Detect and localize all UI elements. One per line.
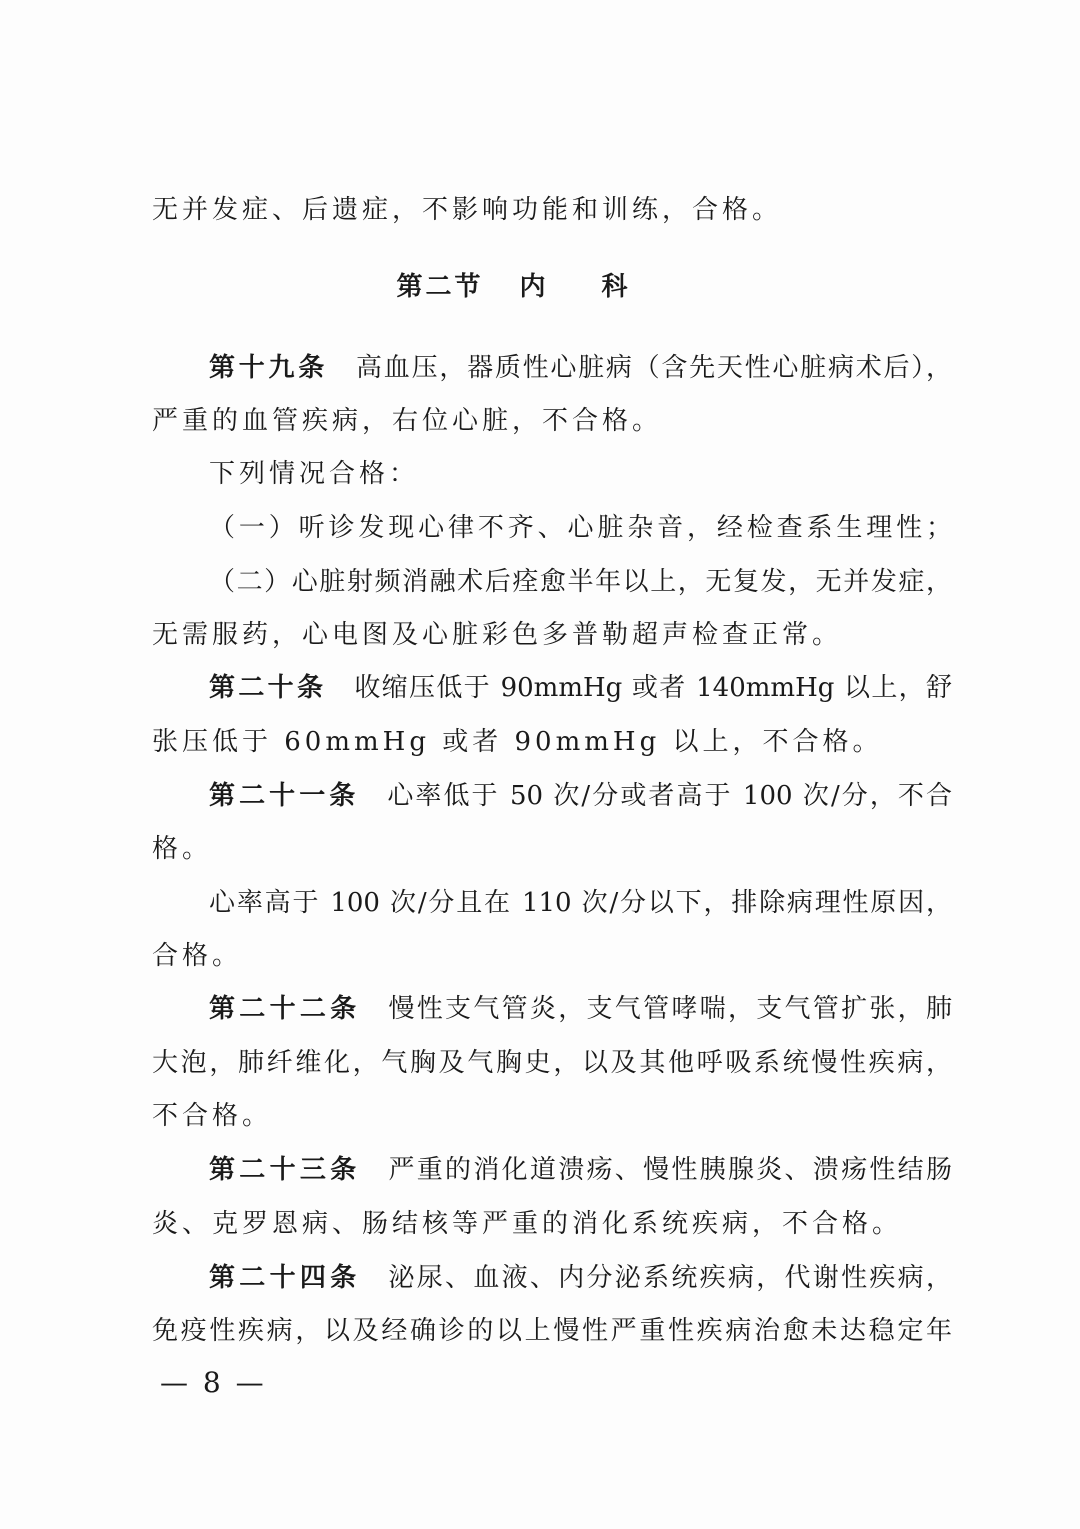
exception-item-1: （一）听诊发现心律不齐、心脏杂音，经检查系生理性； bbox=[209, 513, 952, 543]
article-heading: 第二十三条 bbox=[209, 1155, 361, 1185]
article-text: 慢性支气管炎，支气管哮喘，支气管扩张，肺 bbox=[388, 994, 952, 1024]
page-number: — 8 — bbox=[160, 1366, 267, 1399]
article-21-line-2: 格。 bbox=[152, 834, 213, 864]
article-23-line-2: 炎、克罗恩病、肠结核等严重的消化系统疾病，不合格。 bbox=[152, 1209, 903, 1239]
section-title bbox=[0, 270, 1080, 304]
exceptions-intro: 下列情况合格： bbox=[209, 459, 420, 489]
article-heading: 第十九条 bbox=[209, 353, 329, 383]
article-21-line-1 bbox=[209, 779, 952, 813]
section-label: 第二节 bbox=[396, 272, 484, 302]
article-21-note-line-2: 合格。 bbox=[152, 941, 243, 971]
article-23-line-1 bbox=[209, 1153, 952, 1187]
article-text: 严重的消化道溃疡、慢性胰腺炎、溃疡性结肠 bbox=[388, 1155, 952, 1185]
article-heading: 第二十条 bbox=[209, 673, 327, 703]
article-19-line-2: 严重的血管疾病，右位心脏，不合格。 bbox=[152, 406, 663, 436]
exception-item-2-line-1: （二）心脏射频消融术后痊愈半年以上，无复发，无并发症， bbox=[209, 567, 952, 597]
article-24-line-1 bbox=[209, 1261, 952, 1295]
article-text: 泌尿、血液、内分泌系统疾病，代谢性疾病， bbox=[388, 1263, 952, 1293]
article-22-line-1 bbox=[209, 992, 952, 1026]
article-20-line-1 bbox=[209, 671, 952, 705]
article-24-line-2: 免疫性疾病，以及经确诊的以上慢性严重性疾病治愈未达稳定年 bbox=[152, 1316, 952, 1346]
article-text: 高血压，器质性心脏病（含先天性心脏病术后）， bbox=[356, 353, 952, 383]
article-21-note-line-1: 心率高于 100 次/分且在 110 次/分以下，排除病理性原因， bbox=[209, 888, 952, 918]
article-text: 收缩压低于 90mmHg 或者 140mmHg 以上，舒 bbox=[354, 673, 952, 703]
article-22-line-2: 大泡，肺纤维化，气胸及气胸史，以及其他呼吸系统慢性疾病， bbox=[152, 1048, 952, 1078]
article-20-line-2: 张压低于 60mmHg 或者 90mmHg 以上，不合格。 bbox=[152, 727, 883, 757]
section-subject: 内科 bbox=[519, 272, 684, 302]
article-text: 心率低于 50 次/分或者高于 100 次/分，不合 bbox=[387, 781, 952, 811]
exception-item-2-line-2: 无需服药，心电图及心脏彩色多普勒超声检查正常。 bbox=[152, 620, 843, 650]
article-heading: 第二十一条 bbox=[209, 781, 360, 811]
article-heading: 第二十二条 bbox=[209, 994, 361, 1024]
article-19-line-1 bbox=[209, 351, 952, 385]
article-22-line-3: 不合格。 bbox=[152, 1101, 273, 1131]
paragraph-line: 无并发症、后遗症，不影响功能和训练，合格。 bbox=[152, 195, 783, 225]
article-heading: 第二十四条 bbox=[209, 1263, 361, 1293]
